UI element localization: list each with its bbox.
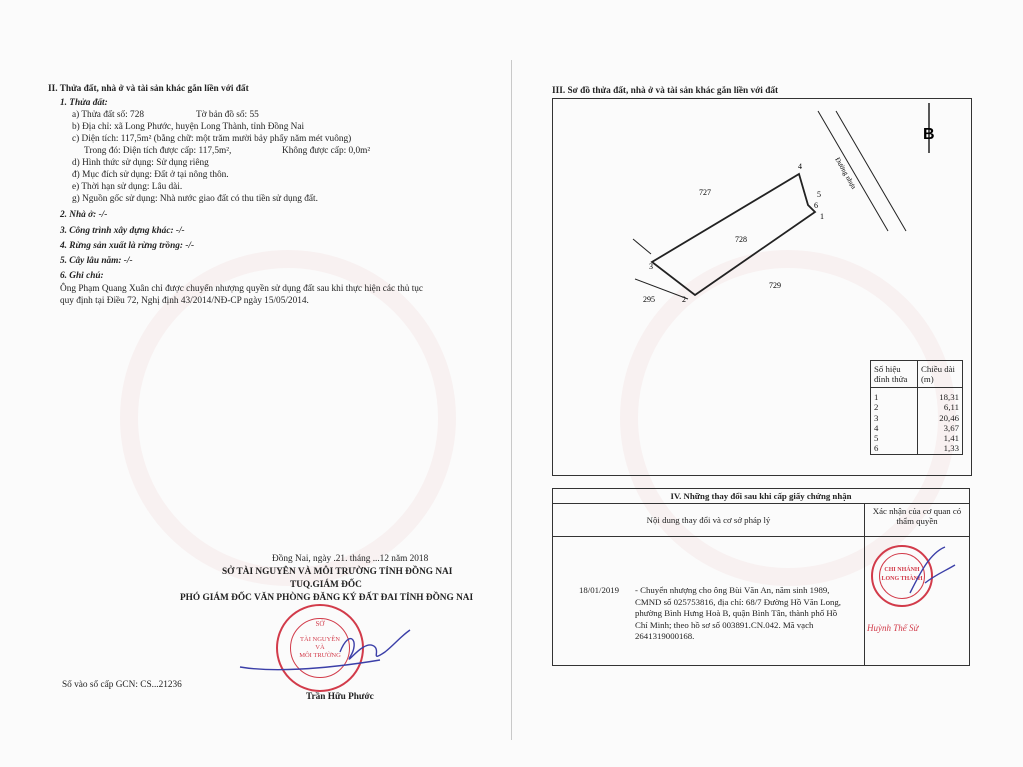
signer-title: PHÓ GIÁM ĐỐC VĂN PHÒNG ĐĂNG KÝ ĐẤT ĐAI TỈNH ĐỒNG NAI xyxy=(180,593,474,603)
use-term: e) Thời hạn sử dụng: Lâu dài. xyxy=(72,182,183,192)
official-seal-right: CHI NHÁNH LONG THÀNH xyxy=(871,545,933,607)
page-fold xyxy=(511,60,512,740)
parcel-address: b) Địa chỉ: xã Long Phước, huyện Long Thành, tỉnh Đồng Nai xyxy=(72,122,305,132)
road-edge-1 xyxy=(818,111,888,231)
use-form: d) Hình thức sử dụng: Sử dụng riêng xyxy=(72,158,209,168)
area-not-granted: Không được cấp: 0,0m² xyxy=(282,146,371,156)
changes-table xyxy=(552,488,970,666)
section-iii-title: III. Sơ đồ thửa đất, nhà ở và tài sản khác gắn liền với đất xyxy=(552,86,779,96)
house-item: 2. Nhà ở: -/- xyxy=(60,210,108,220)
parcel-label-295: 295 xyxy=(643,295,655,304)
vertex-4: 4 xyxy=(798,162,802,171)
change-confirmation xyxy=(865,537,970,666)
map-sheet-number: Tờ bản đồ số: 55 xyxy=(196,110,259,120)
vertex-6: 6 xyxy=(814,201,818,210)
change-entry-date: 18/01/2019 xyxy=(579,585,620,595)
signature-right xyxy=(905,543,961,603)
signer-name: Trần Hữu Phước xyxy=(306,692,374,702)
parcel-label-727: 727 xyxy=(699,188,711,197)
parcel-heading: 1. Thửa đất: xyxy=(60,98,108,108)
parcel-label-728: 728 xyxy=(735,235,747,244)
construction-item: 3. Công trình xây dựng khác: -/- xyxy=(60,226,185,236)
road-label: Đường nhựa xyxy=(833,156,858,191)
change-entry xyxy=(553,537,865,666)
parcel-728-outline xyxy=(652,174,815,295)
for-director: TUQ.GIÁM ĐỐC xyxy=(290,580,362,590)
vertex-2: 2 xyxy=(682,295,686,304)
signature-left xyxy=(230,612,430,682)
area-granted: Trong đó: Diện tích được cấp: 117,5m², xyxy=(84,146,232,156)
edge-length-table xyxy=(870,360,963,455)
parcel-label-729: 729 xyxy=(769,281,781,290)
changes-confirm-header: Xác nhận của cơ quan có thẩm quyền xyxy=(865,504,970,537)
vertex-1: 1 xyxy=(820,212,824,221)
north-label: B xyxy=(923,126,935,143)
notes-heading: 6. Ghi chú: xyxy=(60,271,104,281)
vertex-5: 5 xyxy=(817,190,821,199)
vertex-numbers: 1 2 3 4 5 6 xyxy=(871,388,918,455)
signature-name-right: Huỳnh Thế Sử xyxy=(867,623,919,633)
official-seal-left: SỞ TÀI NGUYÊN VÀ MÔI TRƯỜNG xyxy=(276,604,364,692)
length-col-header: Chiều dài (m) xyxy=(918,361,963,388)
issue-date: Đồng Nai, ngày .21. tháng ...12 năm 2018 xyxy=(272,554,429,564)
forest-item: 4. Rừng sản xuất là rừng trồng: -/- xyxy=(60,241,195,251)
note-line-2: quy định tại Điều 72, Nghị định 43/2014/NĐ-CP ngày 15/05/2014. xyxy=(60,296,309,306)
changes-content-header: Nội dung thay đổi và cơ sở pháp lý xyxy=(553,504,865,537)
use-origin: g) Nguồn gốc sử dụng: Nhà nước giao đất có thu tiền sử dụng đất. xyxy=(72,194,318,204)
parcel-area: c) Diện tích: 117,5m² (bằng chữ: một trăm mười bảy phẩy năm mét vuông) xyxy=(72,134,352,144)
note-line-1: Ông Phạm Quang Xuân chỉ được chuyển nhượng quyền sử dụng đất sau khi thực hiện các thủ tục xyxy=(60,284,424,294)
use-purpose: đ) Mục đích sử dụng: Đất ở tại nông thôn. xyxy=(72,170,229,180)
section-ii-title: II. Thửa đất, nhà ở và tài sản khác gắn liền với đất xyxy=(48,84,249,94)
parcel-number: a) Thửa đất số: 728 xyxy=(72,110,144,120)
agency-name: SỞ TÀI NGUYÊN VÀ MÔI TRƯỜNG TỈNH ĐỒNG NAI xyxy=(222,567,453,577)
vertex-col-header: Số hiệu đỉnh thửa xyxy=(871,361,918,388)
vertex-3: 3 xyxy=(649,262,653,271)
perennial-item: 5. Cây lâu năm: -/- xyxy=(60,256,133,266)
change-entry-text: - Chuyển nhượng cho ông Bùi Văn An, năm sinh 1989, CMND số 025753816, địa chỉ: 68/7 Đường Hồ Văn Long, phường Bình Hưng Hoà B, quận Bình Tân, thành phố Hồ Chí Minh; theo hồ sơ số 003891.CN.042. Mã vạch 2641319000168. xyxy=(635,585,841,641)
book-entry-number: Số vào sổ cấp GCN: CS...21236 xyxy=(62,680,182,690)
edge-lengths: 18,31 6,11 20,46 3,67 1,41 1,33 xyxy=(918,388,963,455)
changes-title: IV. Những thay đổi sau khi cấp giấy chứng nhận xyxy=(553,489,970,504)
